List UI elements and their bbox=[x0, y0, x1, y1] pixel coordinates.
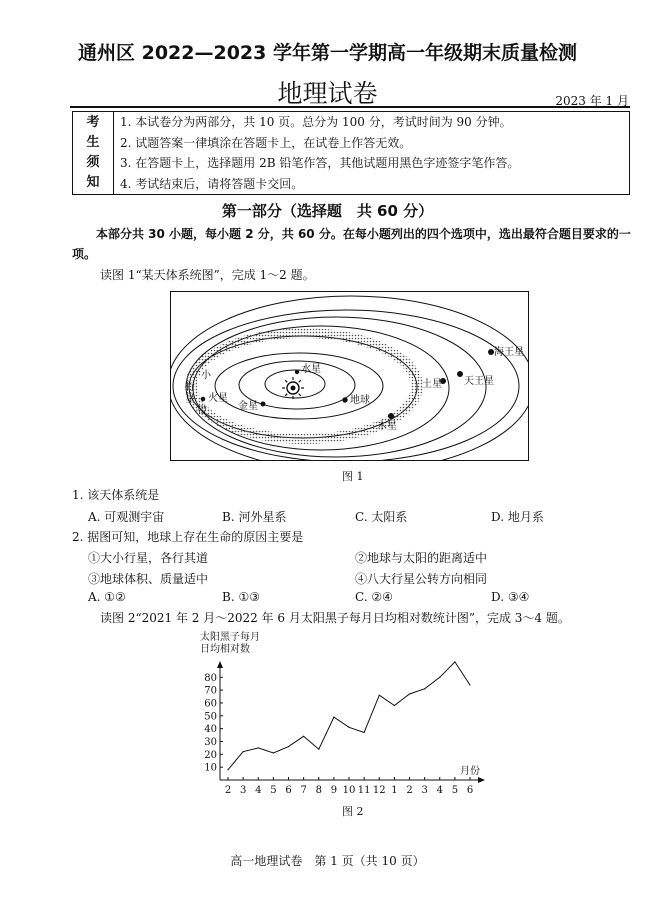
y-axis-label-line1: 太阳黑子每月 bbox=[200, 632, 260, 643]
x-tick-label: 9 bbox=[330, 785, 338, 796]
notice-item: 2. 试题答案一律填涂在答题卡上，在试卷上作答无效。 bbox=[120, 135, 412, 150]
q1-option-c: C. 太阳系 bbox=[355, 510, 408, 524]
notice-label-char: 知 bbox=[86, 175, 100, 190]
data-point bbox=[469, 684, 470, 685]
x-tick-label: 3 bbox=[421, 785, 428, 796]
label-neptune: 海王星 bbox=[494, 347, 524, 358]
data-point bbox=[288, 746, 289, 747]
x-axis-label: 月份 bbox=[460, 766, 480, 777]
data-point bbox=[394, 705, 395, 706]
x-axis-arrow bbox=[478, 777, 485, 783]
q1-option-b: B. 河外星系 bbox=[222, 510, 287, 524]
x-tick-label: 5 bbox=[270, 785, 277, 796]
data-point bbox=[333, 716, 334, 717]
data-point bbox=[348, 727, 349, 728]
section-heading: 第一部分（选择题 共 60 分） bbox=[221, 202, 434, 220]
data-point bbox=[409, 693, 410, 694]
q1-option-a: A. 可观测宇宙 bbox=[88, 510, 165, 524]
label-venus: 金星 bbox=[238, 401, 258, 412]
sun-icon bbox=[282, 377, 304, 399]
page-footer: 高一地理试卷 第 1 页（共 10 页） bbox=[230, 854, 425, 868]
data-point bbox=[454, 661, 455, 662]
label-mars: 火星 bbox=[208, 393, 228, 404]
planet-mercury bbox=[295, 370, 299, 374]
x-tick-label: 4 bbox=[255, 785, 262, 796]
notice-label-char: 考 bbox=[86, 115, 100, 130]
q2-statement: ③地球体积、质量适中 bbox=[88, 572, 209, 586]
y-tick-label: 70 bbox=[204, 685, 217, 697]
planet-uranus bbox=[457, 371, 463, 377]
y-axis-label-line2: 日均相对数 bbox=[200, 644, 250, 655]
q2-statement: ②地球与太阳的距离适中 bbox=[355, 551, 488, 565]
x-tick-label: 2 bbox=[224, 785, 232, 796]
x-tick-label: 12 bbox=[372, 785, 386, 796]
x-tick-label: 6 bbox=[285, 785, 292, 796]
x-tick-label: 5 bbox=[451, 785, 459, 796]
y-tick-label: 10 bbox=[204, 762, 217, 774]
notice-item: 3. 在答题卡上，选择题用 2B 铅笔作答，其他试题用黑色字迹签字笔作答。 bbox=[120, 156, 520, 170]
planet-venus bbox=[261, 402, 266, 407]
figure-1-solar-system bbox=[170, 291, 529, 461]
chart-plot-area bbox=[204, 661, 485, 796]
label-asteroid-belt: 行 bbox=[185, 382, 195, 393]
label-jupiter: 木星 bbox=[377, 421, 397, 432]
fig2-caption: 图 2 bbox=[342, 805, 364, 818]
exam-title: 通州区 2022—2023 学年第一学期高一年级期末质量检测 bbox=[78, 42, 577, 64]
data-point bbox=[227, 769, 228, 770]
notice-item: 4. 考试结束后，请将答题卡交回。 bbox=[120, 176, 304, 191]
q2-stem: 2. 据图可知，地球上存在生命的原因主要是 bbox=[72, 530, 304, 544]
sunspot-line-chart bbox=[190, 628, 500, 798]
data-point bbox=[273, 752, 274, 753]
notice-label-char: 须 bbox=[86, 155, 100, 170]
y-axis-arrow bbox=[217, 661, 223, 668]
x-tick-label: 8 bbox=[315, 785, 322, 796]
q2-option-c: C. ②④ bbox=[355, 590, 393, 604]
notice-label bbox=[73, 112, 114, 195]
x-tick-label: 3 bbox=[239, 785, 247, 796]
label-earth: 地球 bbox=[350, 395, 370, 406]
data-point bbox=[243, 751, 244, 752]
label-asteroid-belt: 小 bbox=[201, 370, 211, 381]
planet-earth bbox=[342, 397, 347, 402]
label-asteroid-belt: 星 bbox=[185, 394, 195, 405]
exam-subtitle: 地理试卷 bbox=[277, 79, 378, 108]
x-tick-label: 2 bbox=[406, 785, 413, 796]
data-point bbox=[424, 688, 425, 689]
x-tick-label: 1 bbox=[391, 785, 398, 796]
label-mercury: 水星 bbox=[301, 364, 321, 375]
section-intro: 本部分共 30 小题，每小题 2 分，共 60 分。在每小题列出的四个选项中，选出最符合题目要求的一项。 bbox=[72, 227, 631, 261]
fig2-prompt: 读图 2“2021 年 2 月～2022 年 6 月太阳黑子每月日均相对数统计图”，完成 3～4 题。 bbox=[100, 611, 570, 625]
q1-stem: 1. 该天体系统是 bbox=[72, 488, 160, 502]
x-tick-label: 6 bbox=[466, 785, 474, 796]
data-point bbox=[364, 732, 365, 733]
q2-option-a: A. ①② bbox=[88, 590, 126, 604]
candidate-notice-box bbox=[72, 111, 630, 195]
y-tick-label: 80 bbox=[204, 672, 217, 684]
notice-item: 1. 本试卷分为两部分，共 10 页。总分为 100 分，考试时间为 90 分钟。 bbox=[120, 115, 512, 129]
fig1-caption: 图 1 bbox=[342, 470, 364, 483]
notice-items bbox=[114, 112, 630, 195]
data-point bbox=[303, 736, 304, 737]
y-tick-label: 50 bbox=[204, 711, 217, 723]
y-tick-label: 60 bbox=[204, 698, 217, 710]
x-tick-label: 7 bbox=[300, 785, 307, 796]
x-tick-label: 4 bbox=[436, 785, 443, 796]
x-tick-label: 11 bbox=[357, 785, 371, 796]
q2-statement: ①大小行星，各行其道 bbox=[88, 551, 209, 565]
series-line bbox=[228, 662, 470, 770]
planet-jupiter bbox=[388, 413, 394, 419]
label-uranus: 天王星 bbox=[464, 376, 494, 387]
planet-mars bbox=[201, 397, 206, 402]
solar-system-diagram bbox=[171, 292, 528, 460]
fig1-prompt: 读图 1“某天体系统图”，完成 1～2 题。 bbox=[100, 268, 315, 282]
data-point bbox=[318, 749, 319, 750]
label-asteroid-belt: 带 bbox=[197, 406, 207, 417]
header-rule bbox=[70, 106, 630, 108]
q2-option-d: D. ③④ bbox=[491, 590, 530, 604]
y-tick-label: 30 bbox=[204, 736, 217, 748]
q1-option-d: D. 地月系 bbox=[491, 510, 544, 524]
y-tick-label: 20 bbox=[204, 749, 217, 761]
q2-statement: ④八大行星公转方向相同 bbox=[355, 572, 488, 586]
y-tick-label: 40 bbox=[204, 724, 217, 736]
x-tick-label: 10 bbox=[342, 785, 356, 796]
notice-label-char: 生 bbox=[86, 135, 100, 150]
data-point bbox=[439, 677, 440, 678]
data-point bbox=[258, 747, 259, 748]
q2-option-b: B. ①③ bbox=[222, 590, 260, 604]
exam-date: 2023 年 1 月 bbox=[555, 94, 629, 108]
data-point bbox=[379, 695, 380, 696]
label-saturn: 土星 bbox=[422, 379, 442, 390]
